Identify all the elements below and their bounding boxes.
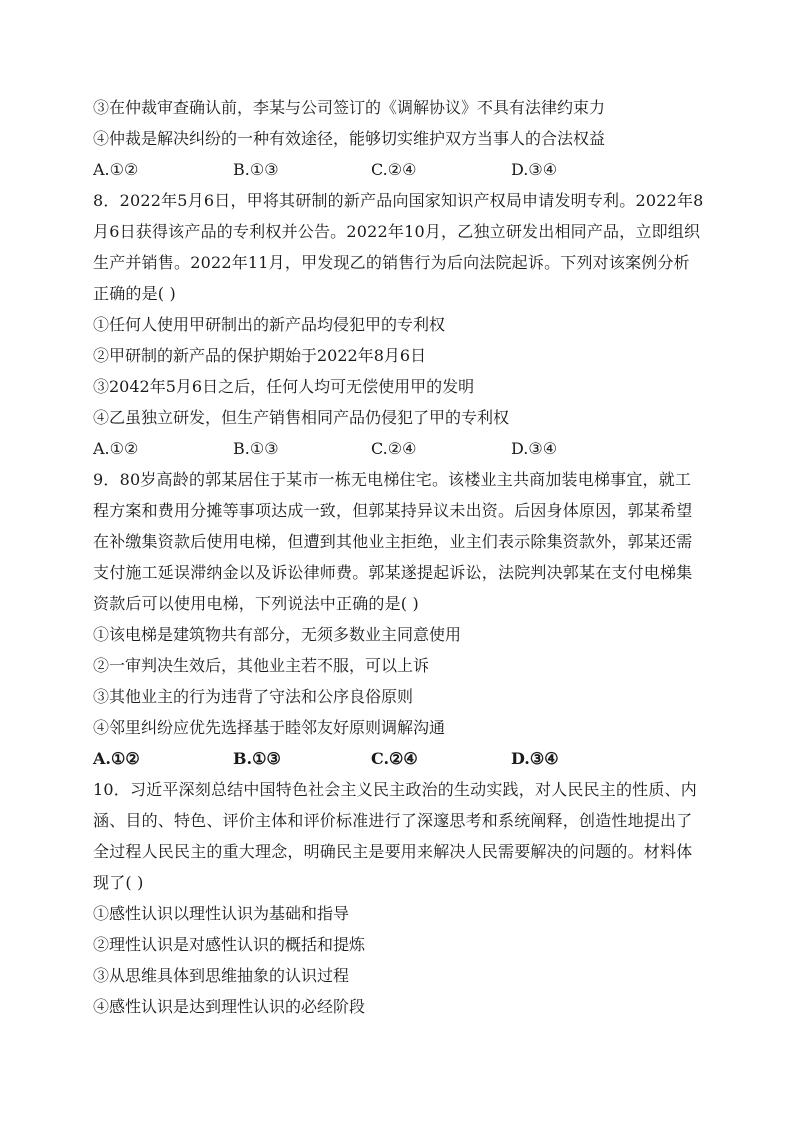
q7-item-4: ④仲裁是解决纠纷的一种有效途径，能够切实维护双方当事人的合法权益 <box>93 129 606 148</box>
q9-option-a: A.①② <box>93 749 140 768</box>
q7-option-d: D.③④ <box>511 160 558 179</box>
q10-item-1: ①感性认识以理性认识为基础和指导 <box>93 904 350 923</box>
q9-item-1: ①该电梯是建筑物共有部分，无须多数业主同意使用 <box>93 625 462 644</box>
q10-item-2: ②理性认识是对感性认识的概括和提炼 <box>93 935 366 954</box>
q8-item-4: ④乙虽独立研发，但生产销售相同产品仍侵犯了甲的专利权 <box>93 408 510 427</box>
q10-stem: 10．习近平深刻总结中国特色社会主义民主政治的生动实践，对人民民主的性质、内涵、目的、特色、评价主体和评价标准进行了深邃思考和系统阐释，创造性地提出了全过程人民民主的重大理念，明确民主是要用来解决人民需要解决的问题的。材料体现了( ) <box>93 780 697 892</box>
page-content <box>93 92 705 1022</box>
q9-stem: 9．80岁高龄的郭某居住于某市一栋无电梯住宅。该楼业主共商加装电梯事宜，就工程方案和费用分摊等事项达成一致，但郭某持异议未出资。后因身体原因，郭某希望在补缴集资款后使用电梯，但遭到其他业主拒绝，业主们表示除集资款外，郭某还需支付施工延误滞纳金以及诉讼律师费。郭某遂提起诉讼，法院判决郭某在支付电梯集资款后可以使用电梯，下列说法中正确的是( ) <box>93 470 693 613</box>
q7-option-a: A.①② <box>93 160 139 179</box>
q10-item-3: ③从思维具体到思维抽象的认识过程 <box>93 966 350 985</box>
q9-options <box>93 743 705 774</box>
q7-options <box>93 154 705 185</box>
q9-option-b: B.①③ <box>233 749 281 768</box>
q8-option-d: D.③④ <box>511 439 558 458</box>
q7-item-3: ③在仲裁审查确认前，李某与公司签订的《调解协议》不具有法律约束力 <box>93 98 606 117</box>
q7-option-c: C.②④ <box>371 160 417 179</box>
q7-option-b: B.①③ <box>233 160 279 179</box>
q9-item-2: ②一审判决生效后，其他业主若不服，可以上诉 <box>93 656 430 675</box>
q8-stem: 8．2022年5月6日，甲将其研制的新产品向国家知识产权局申请发明专利。2022年8月6日获得该产品的专利权并公告。2022年10月，乙独立研发出相同产品，立即组织生产并销售。2022年11月，甲发现乙的销售行为后向法院起诉。下列对该案例分析正确的是( ) <box>93 191 704 303</box>
q10-item-4: ④感性认识是达到理性认识的必经阶段 <box>93 997 366 1016</box>
q9-item-4: ④邻里纠纷应优先选择基于睦邻友好原则调解沟通 <box>93 718 446 737</box>
q8-item-2: ②甲研制的新产品的保护期始于2022年8月6日 <box>93 346 427 365</box>
q8-item-3: ③2042年5月6日之后，任何人均可无偿使用甲的发明 <box>93 377 475 396</box>
q8-option-c: C.②④ <box>371 439 417 458</box>
q9-item-3: ③其他业主的行为违背了守法和公序良俗原则 <box>93 687 414 706</box>
q8-option-b: B.①③ <box>233 439 279 458</box>
q8-item-1: ①任何人使用甲研制出的新产品均侵犯甲的专利权 <box>93 315 446 334</box>
q8-options <box>93 433 705 464</box>
q9-option-d: D.③④ <box>511 749 559 768</box>
q8-option-a: A.①② <box>93 439 139 458</box>
q9-option-c: C.②④ <box>371 749 418 768</box>
